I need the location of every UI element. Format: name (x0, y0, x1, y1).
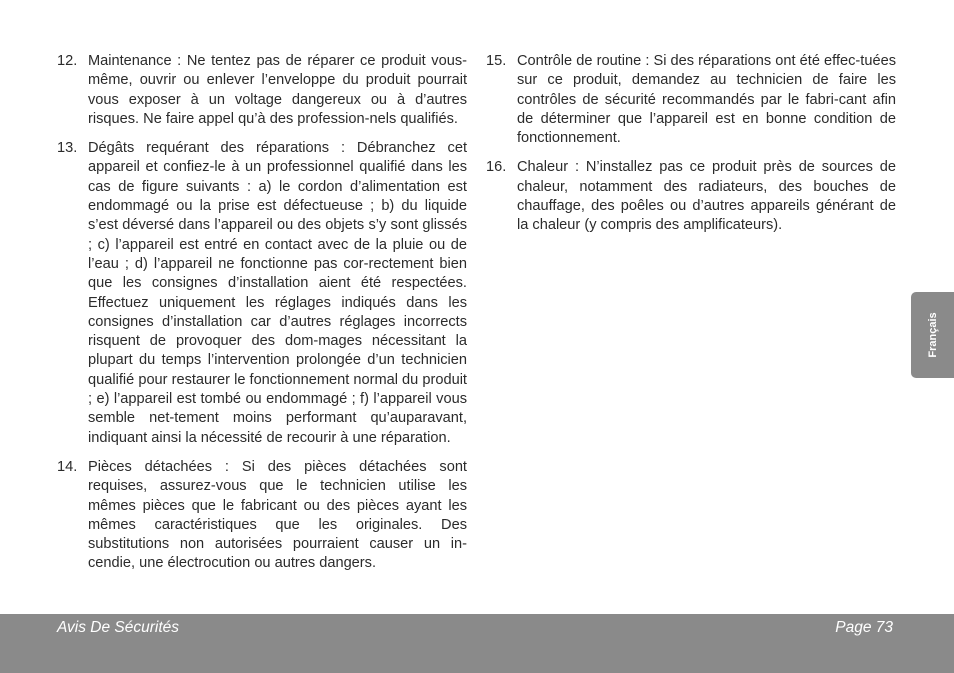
item-number: 16. (486, 159, 507, 176)
list-item (57, 139, 467, 448)
list-item (57, 52, 467, 129)
left-column (57, 52, 467, 584)
item-text: Maintenance : Ne tentez pas de réparer ce produit vous-même, ouvrir ou enlever l’enveloppe du produit pourrait vous exposer à un voltage dangereux ou à d’autres risques. Ne faire appel qu’à des profession-nels qualifiés. (88, 53, 467, 127)
list-item (486, 158, 896, 235)
item-number: 14. (57, 458, 78, 475)
footer-band (0, 614, 954, 673)
language-tab (911, 292, 954, 378)
item-text: Contrôle de routine : Si des réparations ont été effec-tuées sur ce produit, demandez au technicien de faire les contrôles de sécurité recommandés par le fabri-cant afin de déterminer que l’appareil est en bonne condition de fonctionnement. (517, 53, 896, 147)
item-text: Pièces détachées : Si des pièces détachées sont requises, assurez-vous que le technicien utilise les mêmes pièces que le fabricant ou des pièces ayant les mêmes caractéristiques que les originales. Des substitutions non autorisées pourraient causer un in-cendie, une électrocution ou autres dangers. (88, 458, 467, 572)
item-number: 12. (57, 53, 78, 69)
item-number: 13. (57, 140, 78, 157)
item-text: Dégâts requérant des réparations : Débranchez cet appareil et confiez-le à un professionnel qualifié dans les cas de figure suivants : a) le cordon d’alimentation est endommagé ou la prise est défectueuse ; b) du liquide s’est déversé dans l’appareil ou des objets s’y sont glissés ; c) l’appareil est entré en contact avec de la pluie ou de l’eau ; d) l’appareil ne fonctionne pas cor-rectement bien que les consignes d’installation aient été respectées. Effectuez uniquement les réglages indiqués dans les consignes d’installation car d’autres réglages incorrects risquent de provoquer des dom-mages nécessitant la plupart du temps l’intervention prolongée d’un technicien qualifié pour restaurer le fonctionnement normal du produit ; e) l’appareil est tombé ou endommagé ; f) l’appareil vous semble net-tement moins performant qu’auparavant, indiquant ainsi la nécessité de recourir à une réparation. (88, 140, 467, 446)
item-number: 15. (486, 53, 507, 69)
right-column (486, 52, 896, 246)
footer-section-title: Avis De Sécurités (57, 619, 180, 636)
page-number: Page 73 (835, 619, 893, 636)
list-item (57, 458, 467, 574)
language-tab-label: Français (926, 312, 939, 358)
list-item (486, 52, 896, 148)
item-text: Chaleur : N’installez pas ce produit près de sources de chaleur, notamment des radiateurs, des bouches de chauffage, des poêles ou d’autres appareils générant de la chaleur (y compris des amplificateurs). (517, 159, 896, 234)
